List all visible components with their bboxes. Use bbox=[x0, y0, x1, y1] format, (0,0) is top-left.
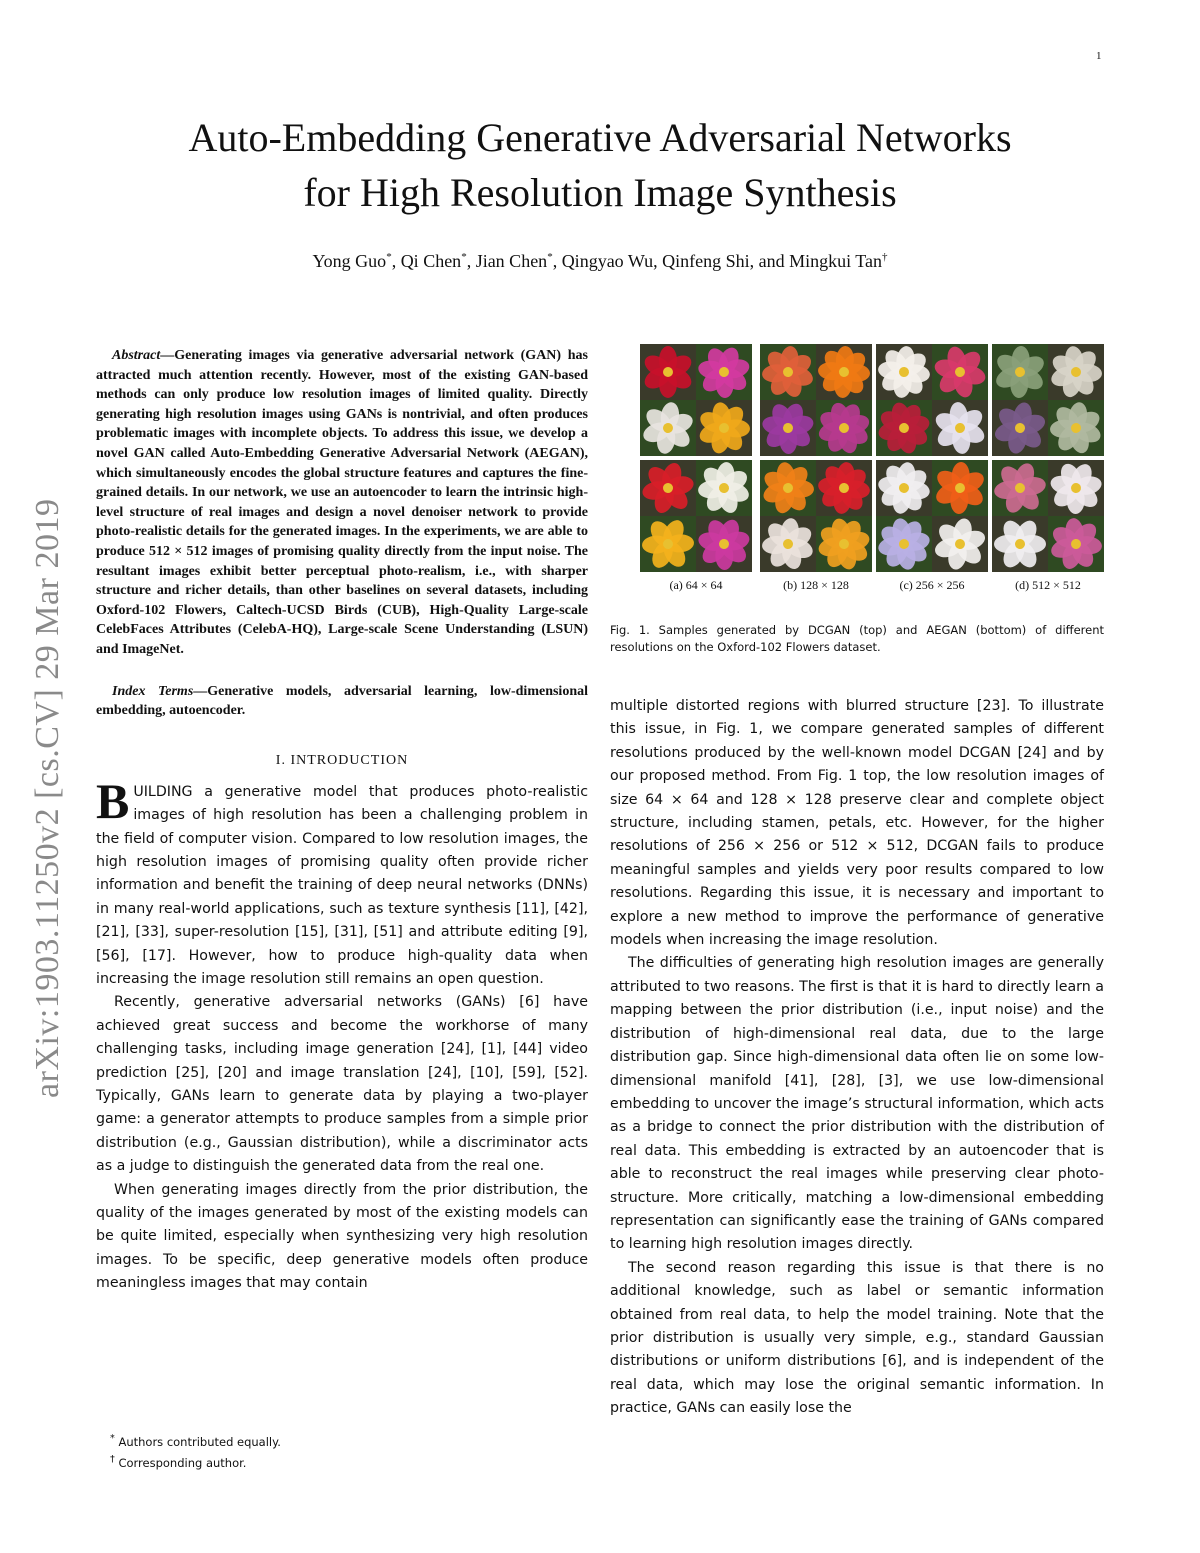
flower-sample-image bbox=[816, 344, 872, 400]
abstract-text: —Generating images via generative adversarial network (GAN) has attracted much attention recently. However, most of the existing GAN-based methods can only produce low resolution images of limited quality. Directly generating high resolution images using GANs is nontrivial, and often produces problematic images with incomplete objects. To address this issue, we develop a novel GAN called Auto-Embedding Generative Adversarial Network (AEGAN), which simultaneously encodes the global structure features and captures the fine-grained details. In our network, we use an autoencoder to learn the intrinsic high-level structure of real images and design a novel denoiser network to provide photo-realistic details for the generated images. In the experiments, we are able to produce 512 × 512 images of promising quality directly from the input noise. The resultant images exhibit better perceptual photo-realism, i.e., with sharper structure and richer details, than other baselines on several datasets, including Oxford-102 Flowers, Caltech-UCSD Birds (CUB), High-Quality Large-scale CelebFaces Attributes (CelebA-HQ), Large-scale Scene Understanding (LSUN) and ImageNet. bbox=[96, 348, 588, 657]
sample-grid bbox=[992, 460, 1104, 572]
equal-contrib-mark: * bbox=[547, 251, 553, 263]
flower-sample-image bbox=[992, 344, 1048, 400]
footnotes bbox=[110, 1430, 580, 1472]
flower-sample-image bbox=[760, 344, 816, 400]
arxiv-identifier: arXiv:1903.11250v2 [cs.CV] 29 Mar 2019 bbox=[29, 498, 66, 1098]
author-name: Yong Guo bbox=[312, 251, 387, 271]
abstract bbox=[96, 346, 588, 660]
footnote-corresponding-author bbox=[110, 1451, 580, 1472]
flower-sample-image bbox=[932, 460, 988, 516]
right-paragraph-1: multiple distorted regions with blurred structure [23]. To illustrate this issue, in Fig. 1, we compare generated samples of different resolutions produced by the well-known model DCGAN [24] and by our proposed method. From Fig. 1 top, the low resolution images of size 64 × 64 and 128 × 128 preserve clear and complete object structure, including stamen, petals, etc. However, for the higher resolutions of 256 × 256 or 512 × 512, DCGAN fails to produce meaningful samples and yields very poor results compared to low resolutions. Regarding this issue, it is necessary and important to explore a new method to improve the performance of generative models when increasing the image resolution. bbox=[610, 698, 1104, 949]
flower-sample-image bbox=[876, 516, 932, 572]
abstract-label: Abstract bbox=[112, 348, 161, 363]
flower-sample-image bbox=[1048, 344, 1104, 400]
flower-sample-image bbox=[992, 460, 1048, 516]
drop-cap: B bbox=[96, 772, 130, 829]
corresponding-author-mark: † bbox=[882, 251, 888, 263]
flower-sample-image bbox=[992, 516, 1048, 572]
sample-grid bbox=[640, 460, 752, 572]
introduction-body bbox=[96, 772, 588, 1296]
panel-64 bbox=[640, 344, 752, 572]
title-line-1: Auto-Embedding Generative Adversarial Networks bbox=[188, 115, 1012, 160]
flower-sample-image bbox=[876, 460, 932, 516]
figure-caption: Fig. 1. Samples generated by DCGAN (top) and AEGAN (bottom) of different resolutions on the Oxford-102 Flowers dataset. bbox=[610, 623, 1104, 654]
footnote-equal-contribution bbox=[110, 1430, 580, 1451]
figure-image-grid bbox=[610, 340, 1104, 600]
flower-sample-image bbox=[932, 400, 988, 456]
sample-grid bbox=[640, 344, 752, 456]
panel-256 bbox=[876, 344, 988, 572]
sample-grid bbox=[876, 344, 988, 456]
subcaption-64: (a) 64 × 64 bbox=[669, 578, 723, 592]
author-name: , Qi Chen bbox=[391, 251, 462, 271]
sample-grid bbox=[760, 344, 872, 456]
figure-1 bbox=[610, 340, 1104, 656]
subcaption-512: (d) 512 × 512 bbox=[1015, 578, 1081, 592]
left-column bbox=[96, 346, 588, 1296]
footnote-mark: * bbox=[110, 1433, 115, 1444]
flower-sample-image bbox=[932, 516, 988, 572]
flower-sample-image bbox=[696, 516, 752, 572]
sample-grid bbox=[760, 460, 872, 572]
flower-sample-image bbox=[760, 400, 816, 456]
panel-128 bbox=[760, 344, 872, 572]
flower-sample-image bbox=[696, 400, 752, 456]
equal-contrib-mark: * bbox=[461, 251, 467, 263]
index-terms-text: —Generative models, adversarial learning, low-dimensional embedding, autoencoder. bbox=[96, 683, 588, 719]
footnote-text: Authors contributed equally. bbox=[114, 1434, 281, 1449]
flower-sample-image bbox=[640, 400, 696, 456]
index-terms-label: Index Terms bbox=[112, 683, 194, 699]
footnote-mark: † bbox=[110, 1453, 115, 1465]
flower-sample-image bbox=[760, 460, 816, 516]
flower-sample-image bbox=[1048, 400, 1104, 456]
equal-contrib-mark: * bbox=[386, 251, 392, 263]
index-terms bbox=[96, 682, 588, 721]
flower-sample-image bbox=[816, 516, 872, 572]
flower-sample-image bbox=[696, 344, 752, 400]
section-heading-introduction: I. INTRODUCTION bbox=[275, 752, 409, 768]
flower-sample-image bbox=[640, 516, 696, 572]
sample-grid bbox=[876, 460, 988, 572]
right-paragraph-2: The difficulties of generating high resolution images are generally attributed to two reasons. The first is that it is hard to directly learn a mapping between the prior distribution (i.e., input noise) and the distribution of high-dimensional real data, due to the large distribution gap. Since high-dimensional data often lie on some low-dimensional manifold [41], [28], [3], we use low-dimensional embedding to uncover the image’s structural information, which acts as a bridge to connect the prior distribution with the distribution of real data. This embedding is extracted by an autoencoder that is able to reconstruct the real images while preserving clear photo-structure. More critically, matching a low-dimensional embedding representation can significantly ease the training of GANs compared to learning high resolution images directly. bbox=[610, 955, 1104, 1253]
right-paragraph-3: The second reason regarding this issue is that there is no additional knowledge, such as label or semantic information obtained from real data, to help the model training. Note that the prior distribution is usually very simple, e.g., standard Gaussian distributions or uniform distributions [6], and is independent of the real data, which may lose the original semantic information. In practice, GANs can easily lose the bbox=[610, 1259, 1104, 1417]
flower-sample-image bbox=[816, 400, 872, 456]
panel-512 bbox=[992, 344, 1104, 572]
flower-sample-image bbox=[932, 344, 988, 400]
title-line-2: for High Resolution Image Synthesis bbox=[303, 170, 897, 215]
subcaption-256: (c) 256 × 256 bbox=[899, 578, 965, 592]
author-name: , Qingyao Wu, Qinfeng Shi, and Mingkui Tan bbox=[552, 251, 883, 271]
flower-sample-image bbox=[992, 400, 1048, 456]
right-column-body bbox=[610, 695, 1104, 1421]
flower-sample-image bbox=[640, 460, 696, 516]
flower-sample-image bbox=[760, 516, 816, 572]
intro-paragraph-1-text: UILDING a generative model that produces photo-realistic images of high resolution has been a challenging problem in the field of computer vision. Compared to low resolution images, the high resolution images of promising quality often provide richer information and benefit the training of deep neural networks (DNNs) in many real-world applications, such as texture synthesis [11], [42], [21], [33], super-resolution [15], [31], [51] and attribute editing [9], [56], [17]. However, how to produce high-quality data when increasing the image resolution still remains an open question. bbox=[96, 783, 588, 987]
flower-sample-image bbox=[876, 400, 932, 456]
flower-sample-image bbox=[876, 344, 932, 400]
intro-paragraph-3: When generating images directly from the prior distribution, the quality of the images generated by most of the existing models can be quite limited, especially when synthesizing very high resolution images. To be specific, deep generative models often produce meaningless images that may contain bbox=[96, 1181, 588, 1292]
flower-sample-image bbox=[816, 460, 872, 516]
author-name: , Jian Chen bbox=[466, 251, 548, 271]
intro-paragraph-2: Recently, generative adversarial networks (GANs) [6] have achieved great success and become the workhorse of many challenging tasks, including image generation [24], [1], [44] video prediction [25], [20] and image translation [24], [10], [59], [52]. Typically, GANs learn to generate data by playing a two-player game: a generator attempts to produce samples from a simple prior distribution (e.g., Gaussian distribution), while a discriminator acts as a judge to distinguish the generated data from the real one. bbox=[96, 994, 588, 1175]
page-number: 1 bbox=[1096, 50, 1102, 62]
author-list bbox=[80, 244, 1120, 274]
sample-grid bbox=[992, 344, 1104, 456]
flower-sample-image bbox=[1048, 516, 1104, 572]
footnote-text: Corresponding author. bbox=[114, 1455, 247, 1470]
intro-paragraph-1 bbox=[96, 772, 588, 992]
flower-sample-image bbox=[696, 460, 752, 516]
flower-sample-image bbox=[640, 344, 696, 400]
flower-sample-image bbox=[1048, 460, 1104, 516]
subcaption-128: (b) 128 × 128 bbox=[783, 578, 849, 592]
paper-title bbox=[80, 110, 1120, 220]
